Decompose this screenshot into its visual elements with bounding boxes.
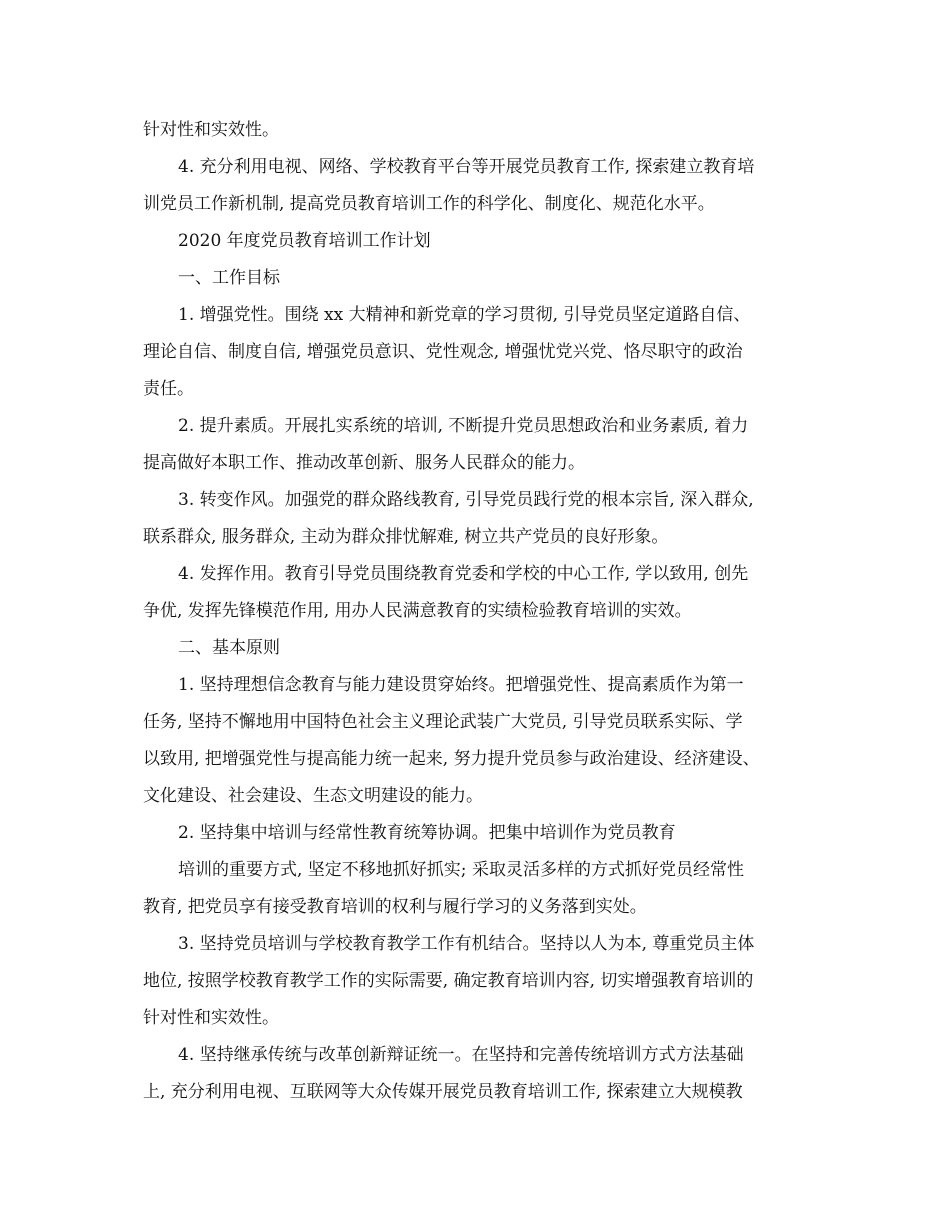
text-line: 任务, 坚持不懈地用中国特色社会主义理论武装广大党员, 引导党员联系实际、学: [143, 712, 743, 732]
text-line: 4. 坚持继承传统与改革创新辩证统一。在坚持和完善传统培训方式方法基础: [178, 1045, 744, 1065]
text-line: 争优, 发挥先锋模范作用, 用办人民满意教育的实绩检验教育培训的实效。: [143, 601, 692, 621]
text-line: 提高做好本职工作、推动改革创新、服务人民群众的能力。: [143, 453, 585, 473]
text-line: 2. 提升素质。开展扎实系统的培训, 不断提升党员思想政治和业务素质, 着力: [178, 416, 749, 436]
text-line: 4. 充分利用电视、网络、学校教育平台等开展党员教育工作, 探索建立教育培: [178, 157, 755, 177]
text-line: 针对性和实效性。: [143, 120, 279, 140]
text-line: 1. 坚持理想信念教育与能力建设贯穿始终。把增强党性、提高素质作为第一: [178, 675, 744, 695]
text-line: 2020 年度党员教育培训工作计划: [178, 231, 431, 251]
text-line: 二、基本原则: [178, 638, 280, 658]
text-line: 训党员工作新机制, 提高党员教育培训工作的科学化、制度化、规范化水平。: [143, 194, 715, 214]
text-line: 培训的重要方式, 坚定不移地抓好抓实; 采取灵活多样的方式抓好党员经常性: [178, 860, 744, 880]
text-line: 针对性和实效性。: [143, 1008, 279, 1028]
text-line: 联系群众, 服务群众, 主动为群众排忧解难, 树立共产党员的良好形象。: [143, 527, 669, 547]
text-line: 责任。: [143, 379, 194, 399]
text-line: 上, 充分利用电视、互联网等大众传媒开展党员教育培训工作, 探索建立大规模教: [143, 1082, 743, 1102]
text-line: 地位, 按照学校教育教学工作的实际需要, 确定教育培训内容, 切实增强教育培训的: [143, 971, 754, 991]
text-line: 一、工作目标: [178, 268, 280, 288]
text-line: 教育, 把党员享有接受教育培训的权利与履行学习的义务落到实处。: [143, 897, 647, 917]
text-line: 2. 坚持集中培训与经常性教育统筹协调。把集中培训作为党员教育: [178, 823, 676, 843]
text-line: 4. 发挥作用。教育引导党员围绕教育党委和学校的中心工作, 学以致用, 创先: [178, 564, 749, 584]
text-line: 理论自信、制度自信, 增强党员意识、党性观念, 增强忧党兴党、恪尽职守的政治: [143, 342, 743, 362]
text-line: 文化建设、社会建设、生态文明建设的能力。: [143, 786, 483, 806]
document-body: [143, 112, 808, 1111]
text-line: 1. 增强党性。围绕 xx 大精神和新党章的学习贯彻, 引导党员坚定道路自信、: [178, 305, 751, 325]
text-line: 以致用, 把增强党性与提高能力统一起来, 努力提升党员参与政治建设、经济建设、: [143, 749, 760, 769]
text-line: 3. 转变作风。加强党的群众路线教育, 引导党员践行党的根本宗旨, 深入群众,: [178, 490, 754, 510]
text-line: 3. 坚持党员培训与学校教育教学工作有机结合。坚持以人为本, 尊重党员主体: [178, 934, 755, 954]
